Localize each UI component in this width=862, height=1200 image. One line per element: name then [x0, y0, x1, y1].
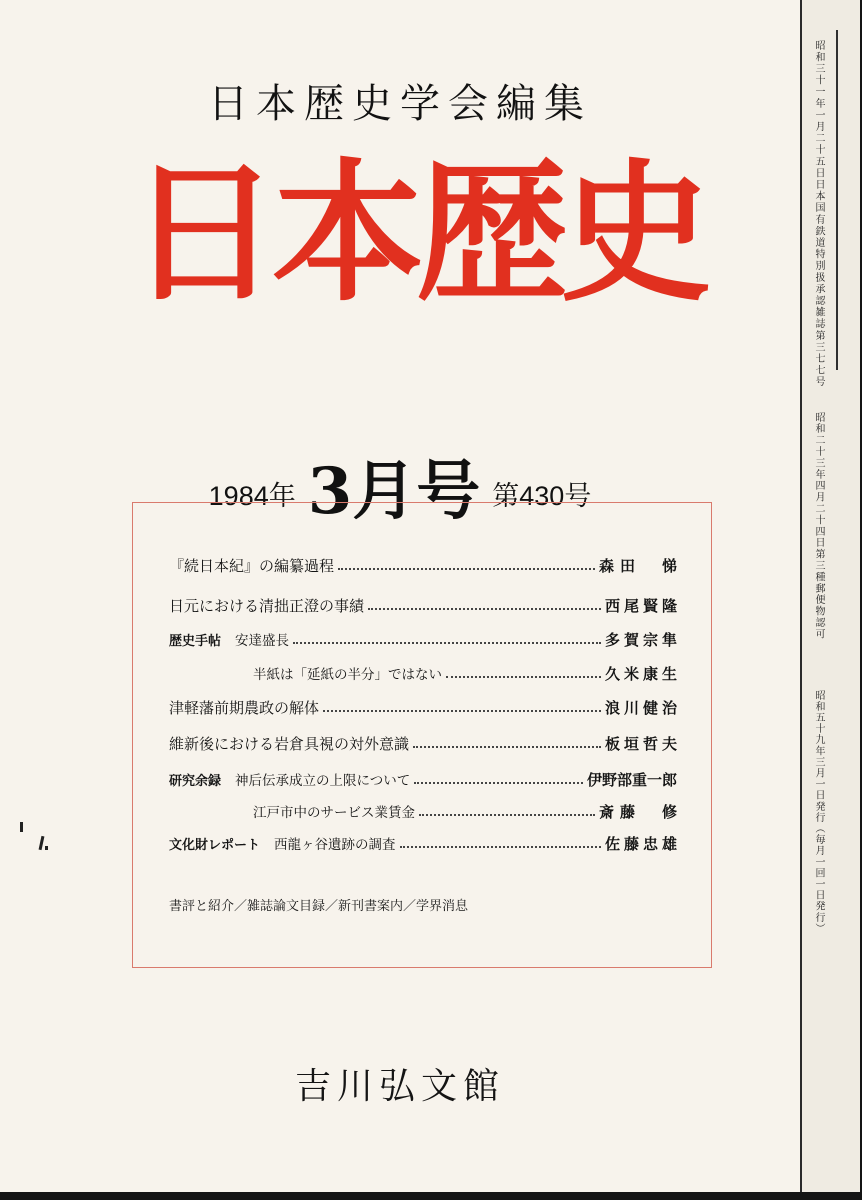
toc-title: 津軽藩前期農政の解体 — [169, 699, 320, 717]
toc-row — [169, 733, 681, 754]
spine-rule — [836, 30, 838, 370]
toc-leader — [323, 710, 601, 712]
spine-postal-text: 昭和二十三年四月二十四日第三種郵便物認可 — [813, 412, 824, 640]
issue-month: 3月号 — [307, 454, 481, 529]
toc-row — [253, 663, 681, 684]
toc-author: 佐藤忠雄 — [604, 835, 681, 853]
toc-leader — [293, 642, 601, 644]
issue-number: 第430号 — [492, 481, 592, 511]
toc-row — [169, 833, 681, 854]
toc-section: 研究余録 — [169, 774, 222, 789]
toc-author: 斎藤 修 — [598, 803, 683, 821]
toc-title: 江戸市中のサービス業賃金 — [253, 805, 415, 821]
toc-author: 浪川健治 — [604, 699, 681, 717]
toc-leader — [419, 814, 595, 816]
toc-section: 文化財レポート — [169, 838, 261, 853]
toc-leader — [338, 568, 595, 570]
toc-author: 伊野部重一郎 — [586, 771, 677, 789]
issue-year: 1984年 — [208, 481, 296, 511]
toc-title: 維新後における岩倉具視の対外意識 — [169, 735, 410, 753]
toc-row — [169, 697, 681, 718]
toc-title: 神后伝承成立の上限について — [235, 773, 411, 789]
toc-title: 半紙は「延紙の半分」ではない — [253, 667, 442, 683]
toc-leader — [368, 608, 601, 610]
toc-title: 『続日本紀』の編纂過程 — [169, 557, 335, 575]
magazine-title: 日本歴史 — [128, 145, 704, 322]
toc-leader — [400, 846, 601, 848]
toc-row — [169, 595, 681, 616]
spine-registration-text: 昭和三十一年一月二十五日日本国有鉄道特別扱承認雑誌第三七七号 — [813, 40, 824, 388]
toc-author: 西尾賢隆 — [604, 597, 681, 615]
toc-leader — [413, 746, 601, 748]
publisher-name: 吉川弘文館 — [294, 1066, 505, 1107]
spine-edge — [800, 0, 860, 1192]
toc-author: 森田 悌 — [598, 557, 683, 575]
toc-title: 安達盛長 — [235, 633, 290, 649]
toc-leader — [414, 782, 583, 784]
misc-sections: 書評と紹介／雑誌論文目録／新刊書案内／学界消息 — [169, 899, 469, 914]
editor-credit: 日本歴史学会編集 — [208, 81, 592, 127]
toc-row — [253, 801, 683, 822]
toc-row — [169, 555, 683, 576]
spine-publication-text: 昭和五十九年三月一日発行（毎月一回一日発行） — [813, 690, 824, 935]
toc-leader — [446, 676, 601, 678]
toc-section: 歴史手帖 — [169, 634, 222, 649]
table-of-contents — [132, 502, 712, 968]
toc-author: 久米康生 — [604, 665, 681, 683]
toc-row — [169, 629, 681, 650]
toc-author: 板垣哲夫 — [604, 735, 681, 753]
print-specks — [18, 820, 48, 860]
toc-author: 多賀宗隼 — [604, 631, 681, 649]
toc-title: 日元における清拙正澄の事績 — [169, 597, 365, 615]
toc-row — [169, 769, 677, 790]
toc-title: 西龍ヶ谷遺跡の調査 — [274, 837, 396, 853]
